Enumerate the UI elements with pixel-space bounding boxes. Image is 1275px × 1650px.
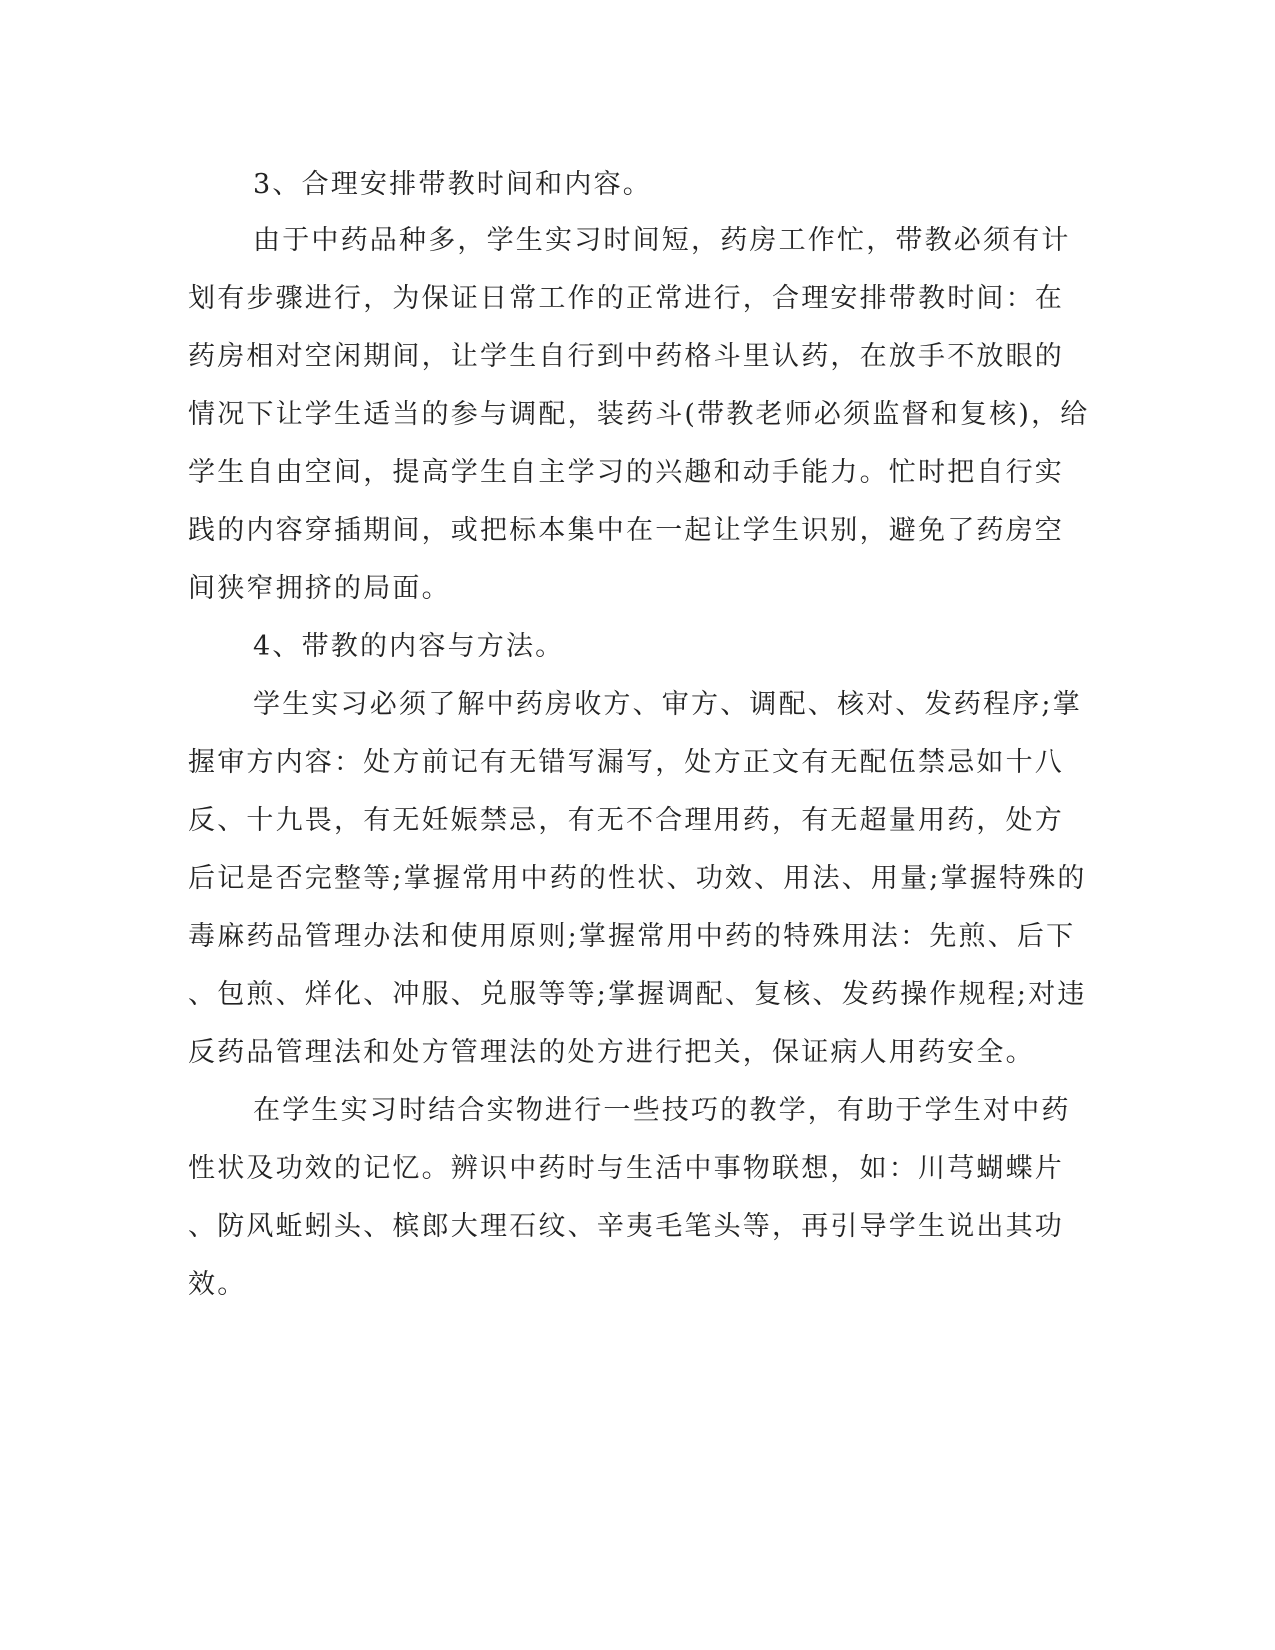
paragraph-line: 效。 xyxy=(188,1269,247,1300)
paragraph-line: 践的内容穿插期间，或把标本集中在一起让学生识别，避免了药房空 xyxy=(188,515,1064,546)
paragraph-line: 反、十九畏，有无妊娠禁忌，有无不合理用药，有无超量用药，处方 xyxy=(188,805,1064,836)
paragraph-line: 、包煎、烊化、冲服、兑服等等;掌握调配、复核、发药操作规程;对违 xyxy=(188,979,1087,1010)
paragraph-line: 药房相对空闲期间，让学生自行到中药格斗里认药，在放手不放眼的 xyxy=(188,341,1064,372)
paragraph-line: 在学生实习时结合实物进行一些技巧的教学，有助于学生对中药 xyxy=(253,1095,1071,1126)
paragraph-line: 性状及功效的记忆。辨识中药时与生活中事物联想，如：川芎蝴蝶片 xyxy=(188,1153,1064,1184)
heading-3: 3、合理安排带教时间和内容。 xyxy=(253,169,652,200)
paragraph-line: 划有步骤进行，为保证日常工作的正常进行，合理安排带教时间：在 xyxy=(188,283,1064,314)
heading-4: 4、带教的内容与方法。 xyxy=(253,631,565,662)
paragraph-line: 毒麻药品管理办法和使用原则;掌握常用中药的特殊用法：先煎、后下 xyxy=(188,921,1076,952)
paragraph-line: 由于中药品种多，学生实习时间短，药房工作忙，带教必须有计 xyxy=(253,225,1071,256)
paragraph-line: 反药品管理法和处方管理法的处方进行把关，保证病人用药安全。 xyxy=(188,1037,1035,1068)
paragraph-line: 、防风蚯蚓头、槟郎大理石纹、辛夷毛笔头等，再引导学生说出其功 xyxy=(188,1211,1064,1242)
paragraph-line: 情况下让学生适当的参与调配，装药斗(带教老师必须监督和复核)，给 xyxy=(188,399,1090,430)
paragraph-line: 学生实习必须了解中药房收方、审方、调配、核对、发药程序;掌 xyxy=(253,689,1082,720)
paragraph-line: 握审方内容：处方前记有无错写漏写，处方正文有无配伍禁忌如十八 xyxy=(188,747,1064,778)
paragraph-line: 间狭窄拥挤的局面。 xyxy=(188,573,451,604)
paragraph-line: 后记是否完整等;掌握常用中药的性状、功效、用法、用量;掌握特殊的 xyxy=(188,863,1087,894)
paragraph-line: 学生自由空间，提高学生自主学习的兴趣和动手能力。忙时把自行实 xyxy=(188,457,1064,488)
